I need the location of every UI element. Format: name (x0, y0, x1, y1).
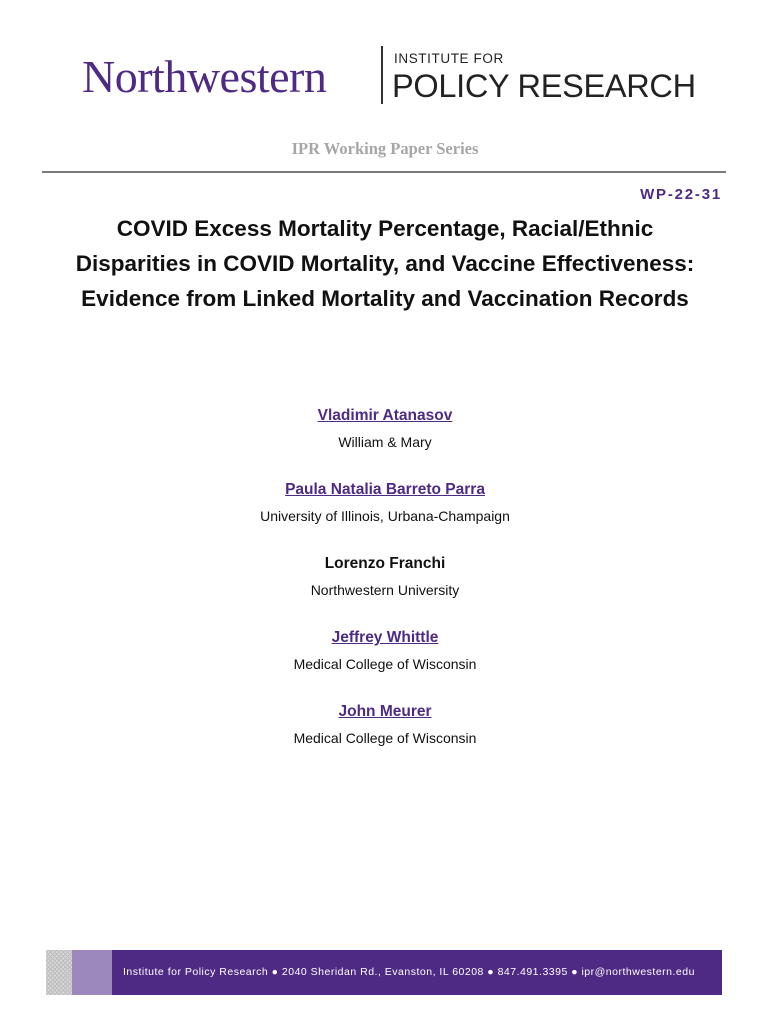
policy-research-label: POLICY RESEARCH (392, 68, 696, 104)
series-divider (42, 171, 726, 173)
northwestern-wordmark: Northwestern (82, 51, 327, 102)
author-block (0, 479, 770, 553)
author-affiliation: Medical College of Wisconsin (293, 656, 477, 672)
author-name-link[interactable]: Jeffrey Whittle (331, 629, 439, 646)
author-block (0, 627, 770, 701)
author-name: Lorenzo Franchi (324, 555, 446, 572)
author-name-link[interactable]: John Meurer (338, 703, 432, 720)
footer-pattern-block (46, 950, 72, 995)
institute-for-label: INSTITUTE FOR (394, 51, 504, 66)
institute-logo (82, 46, 702, 106)
footer-contact-bar: Institute for Policy Research ● 2040 Sheridan Rd., Evanston, IL 60208 ● 847.491.3395 ● ipr@northwestern.edu (112, 950, 722, 995)
author-name-link[interactable]: Vladimir Atanasov (317, 407, 453, 424)
author-affiliation: Northwestern University (310, 582, 460, 598)
author-block (0, 553, 770, 627)
paper-title: COVID Excess Mortality Percentage, Racial/Ethnic Disparities in COVID Mortality, and Vaccine Effectiveness: Evidence from Linked Mortality and Vaccination Records (75, 216, 695, 311)
author-block (0, 701, 770, 775)
author-affiliation: Medical College of Wisconsin (293, 730, 477, 746)
author-affiliation: University of Illinois, Urbana-Champaign (260, 508, 510, 524)
author-block (0, 405, 770, 479)
footer-accent-block (72, 950, 112, 995)
author-name-link[interactable]: Paula Natalia Barreto Parra (285, 481, 485, 498)
working-paper-number: WP-22-31 (640, 186, 722, 203)
author-list (0, 405, 770, 775)
series-label: IPR Working Paper Series (291, 139, 479, 158)
logo-divider (381, 46, 383, 104)
author-affiliation: William & Mary (338, 434, 432, 450)
